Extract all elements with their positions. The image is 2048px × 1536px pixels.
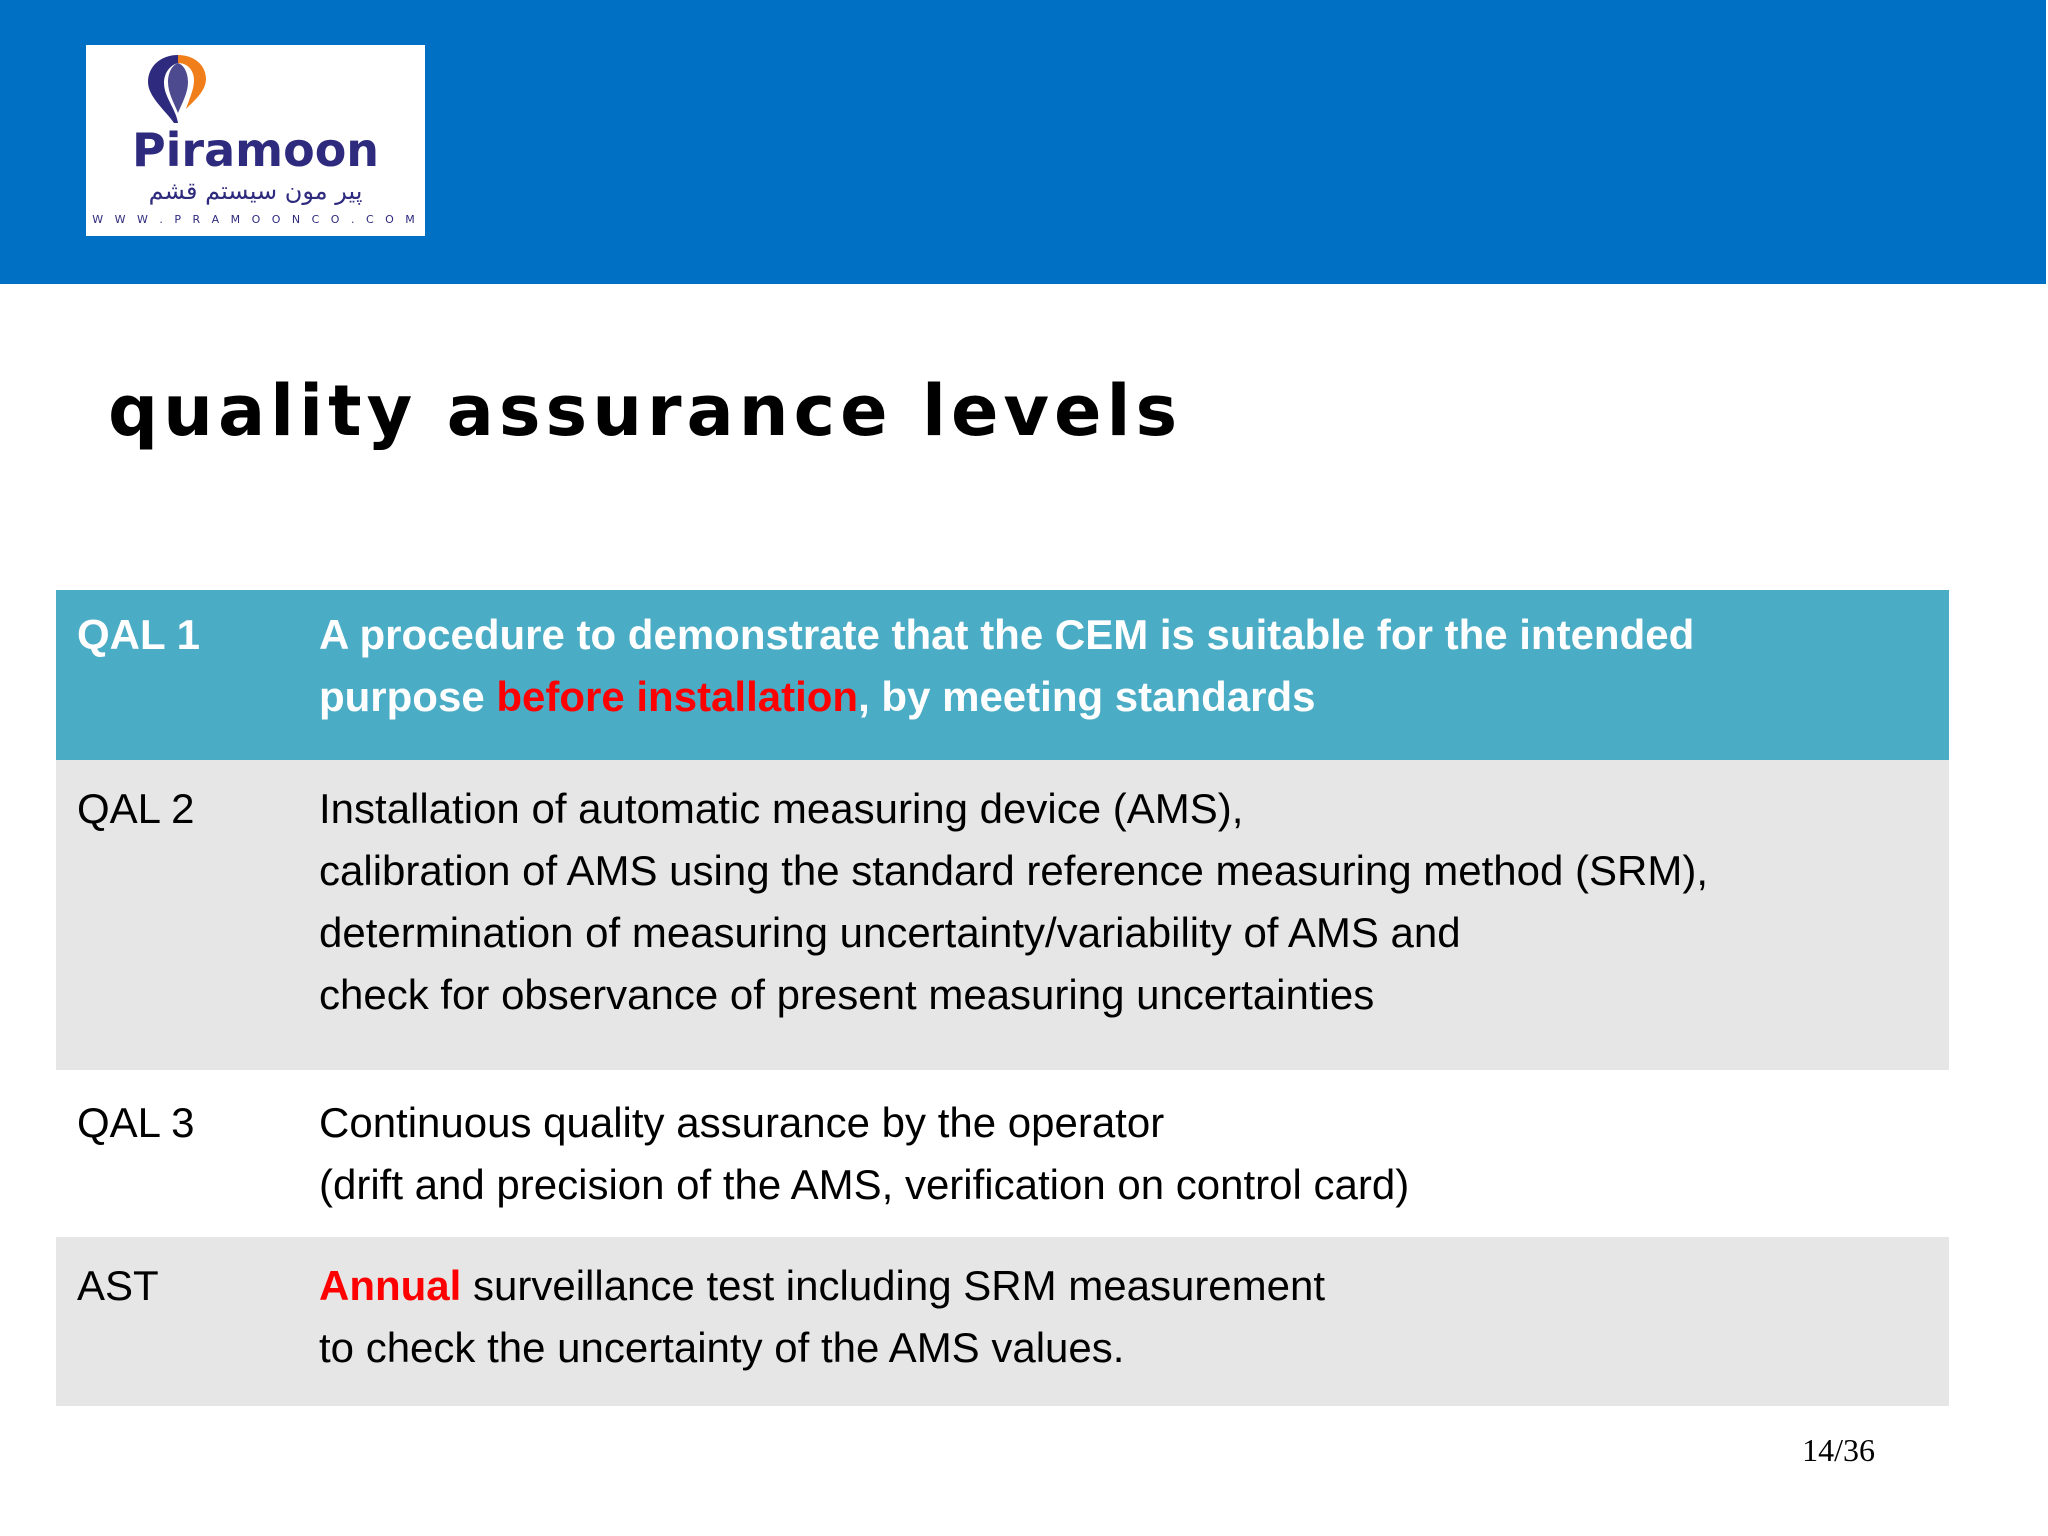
description-line: to check the uncertainty of the AMS values. — [319, 1324, 1125, 1371]
logo-url: W W W . P R A M O O N C O . C O M — [92, 213, 419, 226]
row-code: QAL 3 — [77, 1099, 195, 1146]
highlight-text: Annual — [319, 1262, 462, 1309]
table-row-qal2 — [56, 760, 1949, 1070]
table-row-qal1 — [56, 590, 1949, 760]
description-line: calibration of AMS using the standard reference measuring method (SRM), — [319, 847, 1709, 894]
highlight-text: before installation — [496, 673, 859, 720]
page-number: 14/36 — [1802, 1432, 1875, 1468]
row-code: AST — [77, 1262, 159, 1309]
description-line — [319, 666, 1929, 728]
text-segment: purpose — [319, 673, 497, 720]
row-description — [319, 1255, 1929, 1379]
table-row-ast — [56, 1237, 1949, 1406]
header-bar — [0, 0, 2046, 284]
logo-wordmark: Piramoon — [131, 123, 380, 177]
row-code: QAL 2 — [77, 785, 195, 832]
logo-persian-text: پیر مون سیستم قشم — [148, 177, 363, 205]
text-segment: , by meeting standards — [858, 673, 1316, 720]
table-row-qal3 — [56, 1070, 1949, 1237]
description-line: determination of measuring uncertainty/variability of AMS and — [319, 909, 1461, 956]
qa-levels-table — [56, 590, 1949, 1406]
description-line — [319, 1255, 1929, 1317]
description-line: (drift and precision of the AMS, verification on control card) — [319, 1161, 1410, 1208]
company-logo — [86, 45, 425, 236]
description-line: Installation of automatic measuring device (AMS), — [319, 785, 1244, 832]
row-description — [319, 604, 1929, 728]
description-line: Continuous quality assurance by the operator — [319, 1099, 1165, 1146]
description-line: check for observance of present measuring uncertainties — [319, 971, 1375, 1018]
row-code: QAL 1 — [77, 611, 200, 658]
slide-title: quality assurance levels — [108, 370, 1183, 452]
row-description — [319, 778, 1929, 1026]
text-segment: surveillance test including SRM measurement — [461, 1262, 1326, 1309]
description-line: A procedure to demonstrate that the CEM is suitable for the intended — [319, 611, 1695, 658]
row-description — [319, 1092, 1929, 1216]
piramoon-balloon-icon — [138, 49, 218, 129]
